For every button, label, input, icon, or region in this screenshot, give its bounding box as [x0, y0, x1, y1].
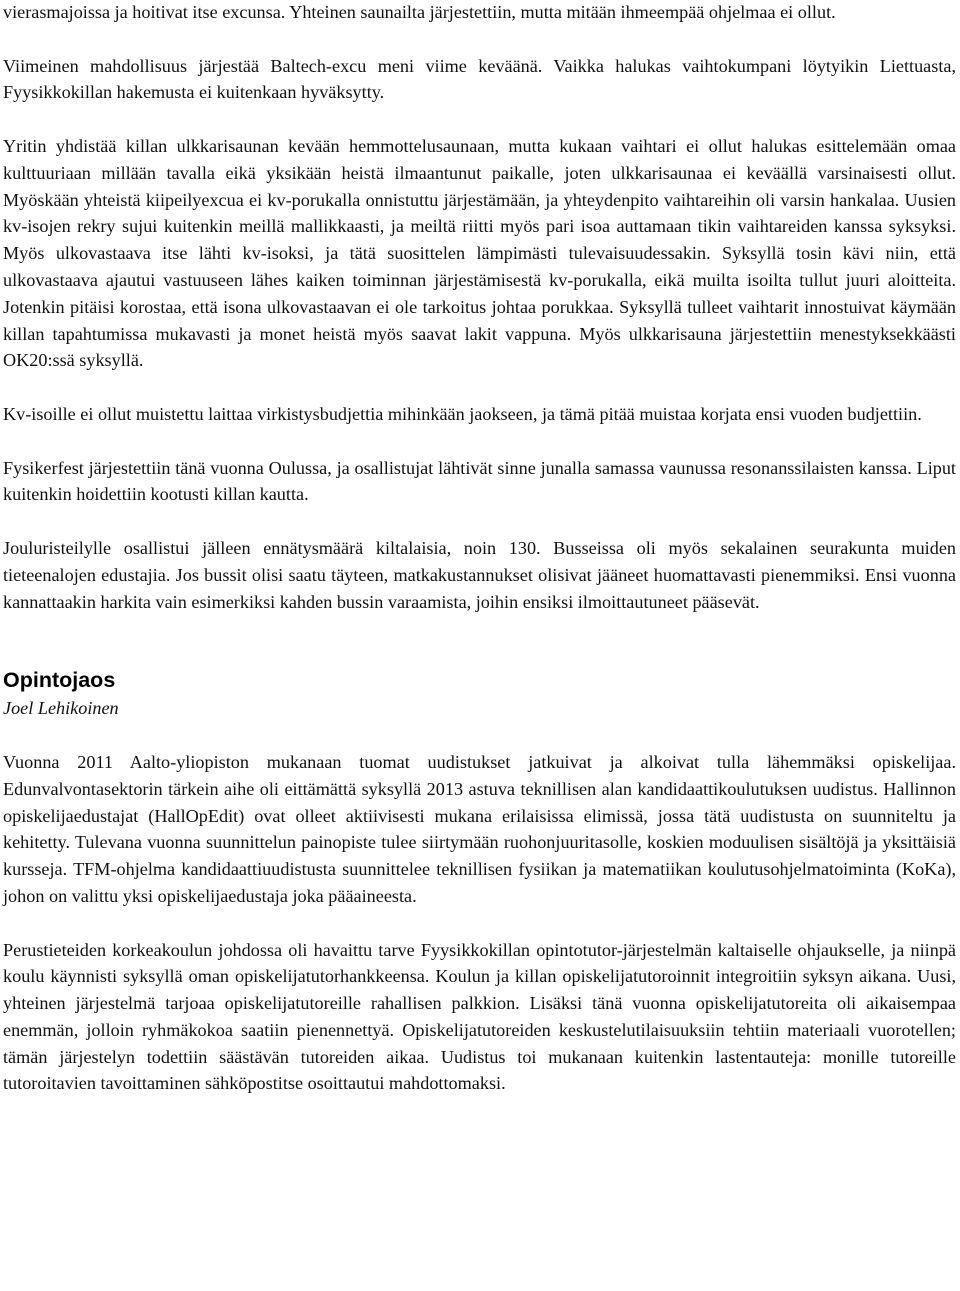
section-author: Joel Lehikoinen — [3, 698, 119, 719]
paragraph: Kv-isoille ei ollut muistettu laittaa virkistysbudjettia mihinkään jaokseen, ja tämä pitää muistaa korjata ensi vuoden budjettiin. — [3, 403, 922, 424]
paragraph: Yritin yhdistää killan ulkkarisaunan kevään hemmottelusaunaan, mutta kukaan vaihtari ei ollut halukas esittelemään omaa kulttuuriaan millään tavalla eikä yksikään heistä ilmaantunut paikalle, joten ulkkarisaunaa ei keväällä varsinaisesti ollut. Myöskään yhteistä kiipeilyexcua ei kv-porukalla onnistuttu järjestämään, ja yhteydenpito vaihtareihin oli varsin hankalaa. Uusien kv-isojen rekry sujui kuitenkin meillä mallikkaasti, ja meiltä riitti myös pari isoa auttamaan tikin vaihtareiden kanssa syksyksi. Myös ulkovastaava itse lähti kv-isoksi, ja tätä suosittelen lämpimästi tulevaisuudessakin. Syksyllä tosin kävi niin, että ulkovastaava ajautui vastuuseen lähes kaiken toiminnan järjestämisestä kv-porukalla, eikä muilta isoilta tullut juuri aloitteita. Jotenkin pitäisi korostaa, että isona ulkovastaavan ei ole tarkoitus johtaa porukkaa. Syksyllä tulleet vaihtarit innostuivat käymään killan tapahtumissa mukavasti ja monet heistä myös saavat lakit vappuna. Myös ulkkarisauna järjestettiin menestyksekkäästi OK20:ssä syksyllä. — [3, 135, 956, 371]
paragraph-spacer — [3, 508, 956, 535]
paragraph: Jouluristeilylle osallistui jälleen ennätysmäärä kiltalaisia, noin 130. Busseissa oli myös sekalainen seurakunta muiden tieteenalojen edustajia. Jos bussit olisi saatu täyteen, matkakustannukset olisivat jääneet huomattavasti pienemmiksi. Ensi vuonna kannattaakin harkita vain esimerkiksi kahden bussin varaamista, joihin ensiksi ilmoittautuneet pääsevät. — [3, 537, 956, 612]
paragraph: Fysikerfest järjestettiin tänä vuonna Oulussa, ja osallistujat lähtivät sinne junalla samassa vaunussa resonanssilaisten kanssa. Liput kuitenkin hoidettiin kootusti killan kautta. — [3, 457, 956, 505]
paragraph-spacer — [3, 26, 956, 53]
paragraph: Viimeinen mahdollisuus järjestää Baltech-excu meni viime keväänä. Vaikka halukas vaihtokumpani löytyikin Liettuasta, Fyysikkokillan hakemusta ei kuitenkaan hyväksytty. — [3, 55, 956, 103]
document-page — [3, 0, 956, 1097]
paragraph: Vuonna 2011 Aalto-yliopiston mukanaan tuomat uudistukset jatkuivat ja alkoivat tulla lähemmäksi opiskelijaa. Edunvalvontasektorin tärkein aihe oli eittämättä syksyllä 2013 astuva teknillisen alan kandidaattikoulutuksen uudistus. Hallinnon opiskelijaedustajat (HallOpEdit) ovat olleet aktiivisesti mukana erilaisissa elimissä, jossa tätä uudistusta on suunniteltu ja kehitetty. Tulevana vuonna suunnittelun painopiste tulee siirtymään ruohonjuuritasolle, koskien moduulisen sisältöjä ja yksittäisiä kursseja. TFM-ohjelma kandidaattiuudistusta suunnittelee teknillisen fysiikan ja matematiikan koulutusohjelmatoiminta (KoKa), johon on valittu yksi opiskelijaedustaja joka pääaineesta. — [3, 751, 956, 906]
paragraph: vierasmajoissa ja hoitivat itse excunsa. Yhteinen saunailta järjestettiin, mutta mitään ihmeempää ohjelmaa ei ollut. — [3, 2, 836, 22]
paragraph-spacer — [3, 910, 956, 937]
paragraph-spacer — [3, 106, 956, 133]
section-heading: Opintojaos — [3, 668, 116, 693]
paragraph-spacer — [3, 428, 956, 455]
paragraph-spacer — [3, 722, 956, 749]
paragraph-spacer — [3, 374, 956, 401]
paragraph: Perustieteiden korkeakoulun johdossa oli havaittu tarve Fyysikkokillan opintotutor-järjestelmän kaltaiselle ohjaukselle, ja niinpä koulu käynnisti syksyllä oman opiskelijatutorhankkeensa. Koulun ja killan opiskelijatutoroinnit integroitiin syksyn aikana. Uusi, yhteinen järjestelmä tarjoaa opiskelijatutoreille rahallisen palkkion. Lisäksi tänä vuonna opiskelijatutoreita oli aikaisempaa enemmän, jolloin ryhmäkokoa saatiin pienennettyä. Opiskelijatutoreiden keskustelutilaisuuksiin tehtiin materiaali vuorotellen; tämän järjestelyn todettiin säästävän tutoreiden aikaa. Uudistus toi mukanaan kuitenkin lastentauteja: monille tutoreille tutoroitavien tavoittaminen sähköpostitse osoittautui mahdottomaksi. — [3, 939, 956, 1094]
section-spacer — [3, 615, 956, 665]
